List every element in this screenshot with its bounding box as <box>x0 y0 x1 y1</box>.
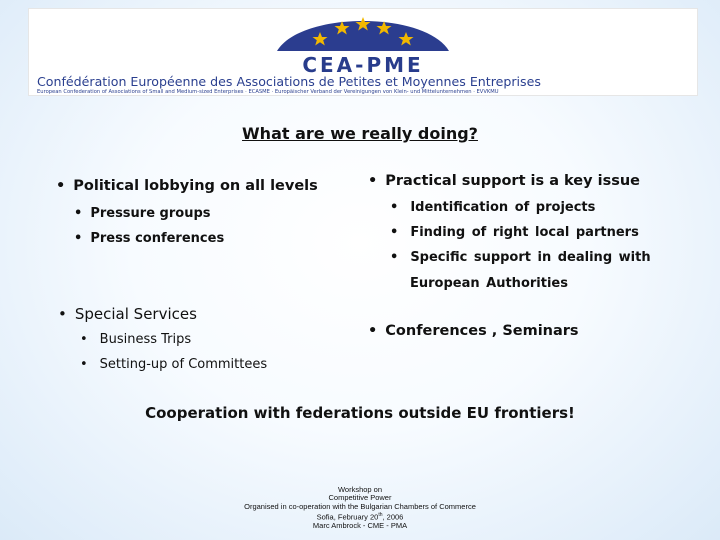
practical-support-heading: • Practical support is a key issue <box>368 173 641 189</box>
cooperation-statement: Cooperation with federations outside EU frontiers! <box>145 404 575 422</box>
footer-line: Workshop on <box>337 485 383 494</box>
footer-line: Marc Ambrock - CME - PMA <box>312 521 408 531</box>
list-item: • Press conferences <box>74 231 225 246</box>
footer <box>0 486 720 531</box>
bullet-icon: • <box>56 178 66 194</box>
bullet-icon: • <box>368 323 378 339</box>
lobbying-heading: • Political lobbying on all levels <box>56 178 318 194</box>
bullet-icon: • <box>390 225 399 240</box>
bullet-icon: • <box>390 200 399 215</box>
list-item: • Business Trips <box>80 332 192 347</box>
bullet-icon: • <box>80 332 88 347</box>
list-item: • Specific support in dealing with <box>390 250 651 265</box>
bullet-icon: • <box>368 173 378 189</box>
logo-name: CEA-PME <box>302 53 424 77</box>
bullet-icon: • <box>74 206 83 221</box>
list-item: • Finding of right local partners <box>390 225 639 240</box>
footer-line: Competitive Power <box>328 493 392 503</box>
bullet-icon: • <box>58 305 67 323</box>
list-item: • Identification of projects <box>390 200 596 215</box>
logo-tagline: Confédération Européenne des Associations de Petites et Moyennes Entreprises <box>37 74 541 89</box>
footer-line: Organised in co-operation with the Bulgarian Chambers of Commerce <box>244 501 476 511</box>
logo-subtagline: European Confederation of Associations of Small and Medium-sized Enterprises · ECASME · Europäischer Verband der Vereinigungen von Klein- und Mittelunternehmen · EVVKMU <box>37 89 499 95</box>
list-item: • Setting-up of Committees <box>80 357 268 372</box>
bullet-icon: • <box>390 250 399 265</box>
bullet-icon: • <box>74 231 83 246</box>
footer-date: Sofia, February 20th, 2006 <box>316 512 404 522</box>
slide-title: What are we really doing? <box>242 124 478 143</box>
conferences-heading: • Conferences , Seminars <box>368 323 579 339</box>
logo-banner <box>28 8 698 96</box>
special-services-heading: • Special Services <box>58 305 197 323</box>
list-item-continuation: European Authorities <box>410 276 568 291</box>
list-item: • Pressure groups <box>74 206 211 221</box>
bullet-icon: • <box>80 357 88 372</box>
